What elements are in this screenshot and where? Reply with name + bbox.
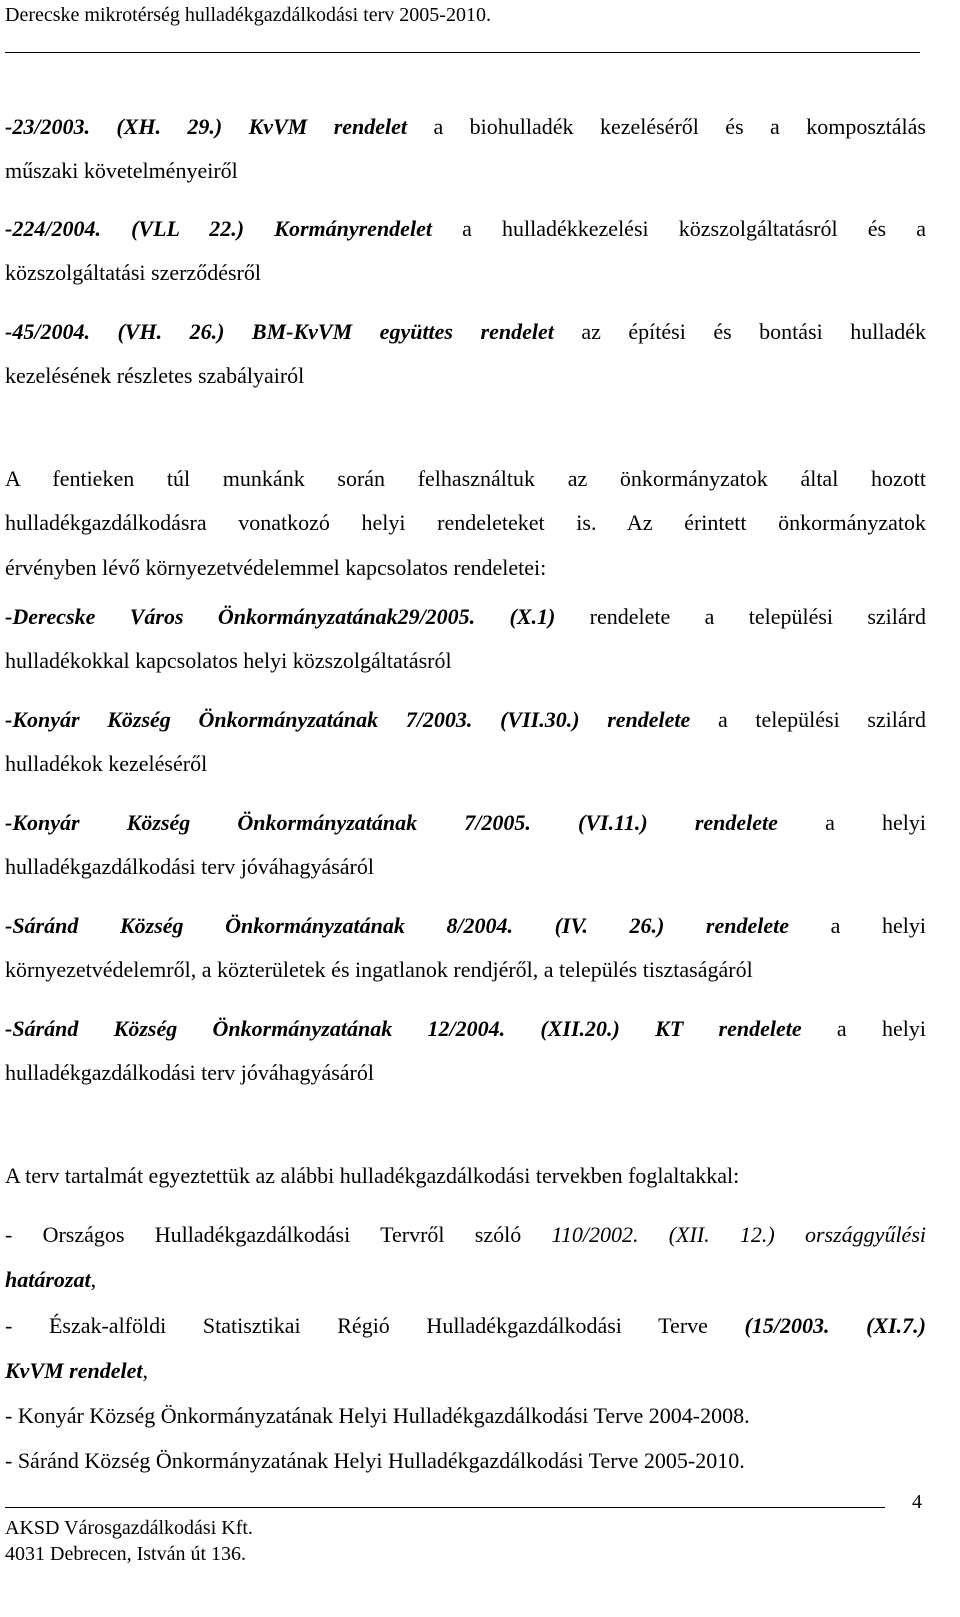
footer-divider	[5, 1507, 885, 1508]
local-rule-5-ref: -Sáránd Község Önkormányzatának 12/2004. (XII.20.) KT rendelete	[5, 1016, 802, 1041]
local-rule-5-text: a helyi	[801, 1016, 926, 1041]
regulation-2-cont: közszolgáltatási szerződésről	[5, 260, 261, 285]
page-number: 4	[912, 1491, 922, 1513]
regulation-2-text: a hulladékkezelési közszolgáltatásról és a	[431, 216, 926, 241]
regulation-1-ref: -23/2003. (XH. 29.) KvVM rendelet	[5, 114, 408, 139]
plan-1-cont-bold: határozat	[5, 1267, 91, 1292]
local-rule-3-text: a helyi	[777, 810, 926, 835]
local-rule-5-cont: hulladékgazdálkodási terv jóváhagyásáról	[5, 1060, 374, 1085]
plan-2-prefix: - Észak-alföldi Statisztikai Régió Hulladékgazdálkodási Terve	[5, 1313, 745, 1338]
local-rule-1-line	[5, 602, 926, 632]
plan-2-cont-end: ,	[142, 1358, 148, 1383]
local-rule-3-cont: hulladékgazdálkodási terv jóváhagyásáról	[5, 854, 374, 879]
plan-4: - Sáránd Község Önkormányzatának Helyi Hulladékgazdálkodási Terve 2005-2010.	[5, 1448, 745, 1473]
regulation-2-line	[5, 214, 926, 244]
plans-intro: A terv tartalmát egyeztettük az alábbi hulladékgazdálkodási tervekben foglaltakkal:	[5, 1163, 740, 1188]
regulation-1-line	[5, 112, 926, 142]
plan-1-cont-end: ,	[90, 1267, 97, 1292]
plan-2-line	[5, 1311, 926, 1341]
plan-1-cont	[5, 1265, 96, 1295]
regulation-1-text: a biohulladék kezeléséről és a komposztálás	[407, 114, 926, 139]
local-rule-4-cont: környezetvédelemről, a közterületek és ingatlanok rendjéről, a település tisztaságáról	[5, 957, 753, 982]
intro-line-2: hulladékgazdálkodásra vonatkozó helyi rendeleteket is. Az érintett önkormányzatok	[5, 510, 926, 535]
regulation-1-cont: műszaki követelményeiről	[5, 158, 238, 183]
local-rule-1-ref: -Derecske Város Önkormányzatának29/2005. (X.1)	[5, 604, 556, 629]
plan-2-cont-bold: KvVM rendelet	[5, 1358, 143, 1383]
plan-1-ref: 110/2002. (XII. 12.) országgyűlési	[551, 1222, 926, 1247]
local-rule-2-text: a települési szilárd	[690, 707, 926, 732]
local-rule-5-line	[5, 1014, 926, 1044]
intro-line-3: érvényben lévő környezetvédelemmel kapcsolatos rendeletei:	[5, 555, 547, 580]
local-rule-3-line	[5, 808, 926, 838]
plan-2-ref: (15/2003. (XI.7.)	[744, 1313, 927, 1338]
intro-line-1: A fentieken túl munkánk során felhasználtuk az önkormányzatok által hozott	[5, 466, 926, 491]
plan-1-prefix: - Országos Hulladékgazdálkodási Tervről szóló	[5, 1222, 552, 1247]
local-rule-4-text: a helyi	[789, 913, 926, 938]
local-rule-1-text: rendelete a települési szilárd	[555, 604, 926, 629]
local-rule-4-ref: -Sáránd Község Önkormányzatának 8/2004. (IV. 26.) rendelete	[5, 913, 790, 938]
local-rule-2-line	[5, 705, 926, 735]
regulation-3-ref: -45/2004. (VH. 26.) BM-KvVM együttes rendelet	[5, 319, 554, 344]
local-rule-4-line	[5, 911, 926, 941]
local-rule-1-cont: hulladékokkal kapcsolatos helyi közszolgáltatásról	[5, 648, 452, 673]
local-rule-2-cont: hulladékok kezeléséről	[5, 751, 208, 776]
page-header-title: Derecske mikrotérség hulladékgazdálkodási terv 2005-2010.	[5, 4, 491, 26]
regulation-2-ref: -224/2004. (VLL 22.) Kormányrendelet	[5, 216, 432, 241]
footer-company: AKSD Városgazdálkodási Kft.	[5, 1517, 253, 1539]
local-rule-3-ref: -Konyár Község Önkormányzatának 7/2005. (VI.11.) rendelete	[5, 810, 778, 835]
footer-address: 4031 Debrecen, István út 136.	[5, 1543, 247, 1565]
plan-1-line	[5, 1220, 926, 1250]
header-divider	[5, 52, 920, 53]
plan-3: - Konyár Község Önkormányzatának Helyi Hulladékgazdálkodási Terve 2004-2008.	[5, 1403, 750, 1428]
regulation-3-line	[5, 317, 926, 347]
plan-2-cont	[5, 1356, 148, 1386]
regulation-3-text: az építési és bontási hulladék	[553, 319, 926, 344]
local-rule-2-ref: -Konyár Község Önkormányzatának 7/2003. (VII.30.) rendelete	[5, 707, 691, 732]
regulation-3-cont: kezelésének részletes szabályairól	[5, 363, 305, 388]
